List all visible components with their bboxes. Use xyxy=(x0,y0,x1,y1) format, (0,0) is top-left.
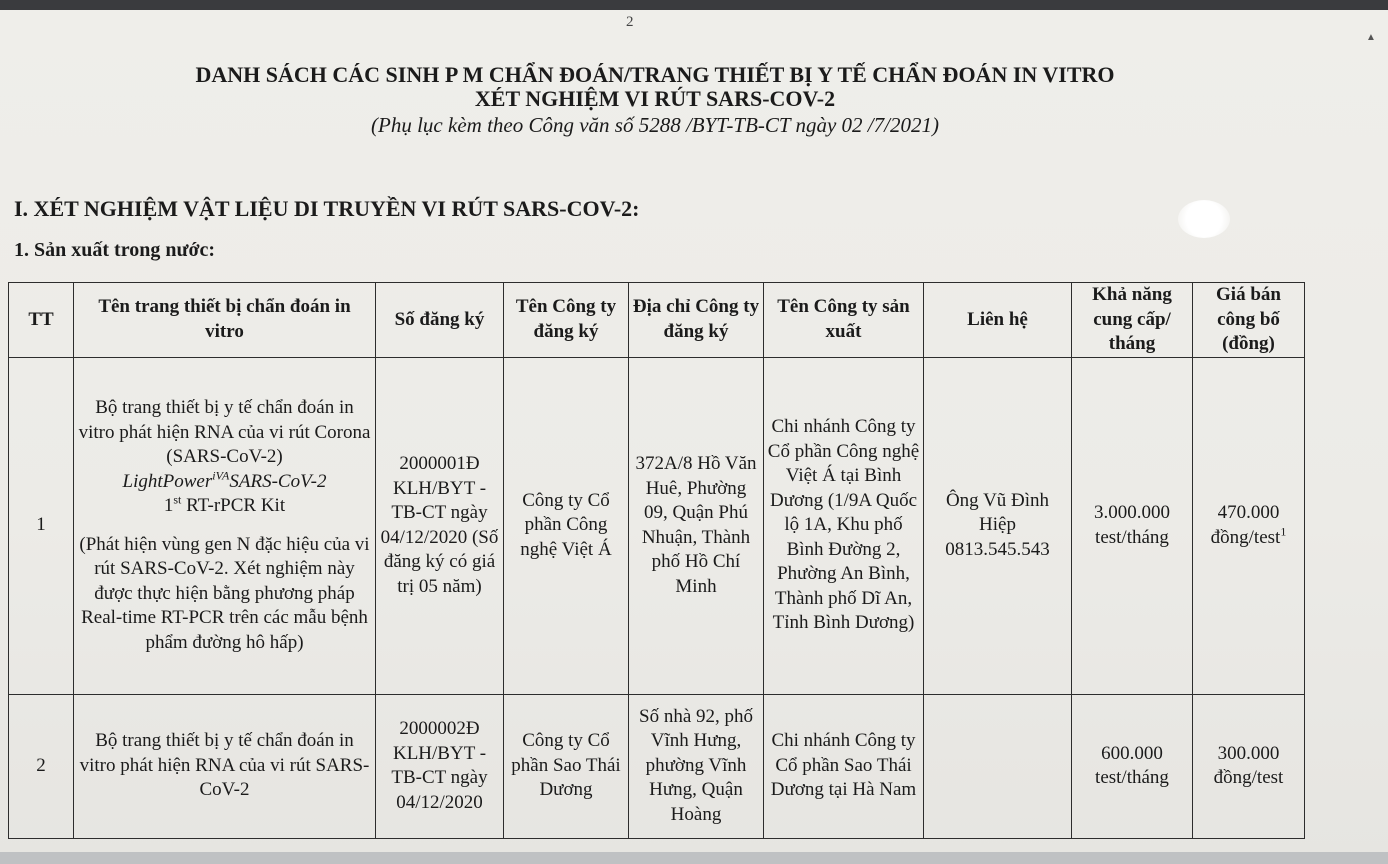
product-kit-part: 1 xyxy=(163,495,174,516)
screen-bottom-bar xyxy=(0,852,1388,864)
table-header-row xyxy=(9,283,1305,358)
header-published-price: Giá bán công bố (đồng) xyxy=(1193,283,1305,358)
product-name-part: LightPower xyxy=(122,470,213,492)
header-registration-number: Số đăng ký xyxy=(376,283,504,358)
product-kit-part: RT-rPCR Kit xyxy=(181,495,286,516)
page-number: 2 xyxy=(626,14,634,30)
subsection-heading: 1. Sản xuất trong nước: xyxy=(14,239,216,261)
header-device-name: Tên trang thiết bị chẩn đoán in vitro xyxy=(74,283,376,358)
cell-monthly-capacity: 600.000 test/tháng xyxy=(1072,694,1193,838)
cell-tt: 1 xyxy=(9,357,74,694)
product-kit-superscript: st xyxy=(173,492,182,507)
document-subtitle: (Phụ lục kèm theo Công văn số 5288 /BYT-TB-CT ngày 02 /7/2021) xyxy=(371,113,939,137)
price-footnote-mark: 1 xyxy=(1280,524,1287,539)
price-value: 470.000 đồng/test xyxy=(1210,502,1281,548)
device-note: (Phát hiện vùng gen N đặc hiệu của vi rút SARS-CoV-2. Xét nghiệm này được thực hiện bằng phương pháp Real-time RT-PCR trên các mẫu bệnh phẩm đường hô hấp) xyxy=(79,533,370,653)
cell-published-price: 300.000 đồng/test xyxy=(1193,694,1305,838)
header-monthly-capacity: Khả năng cung cấp/ tháng xyxy=(1072,283,1193,358)
cell-registration-number: 2000001Đ KLH/BYT -TB-CT ngày 04/12/2020 (Số đăng ký có giá trị 05 năm) xyxy=(376,357,504,694)
section-heading: I. XÉT NGHIỆM VẬT LIỆU DI TRUYỀN VI RÚT SARS-COV-2: xyxy=(14,196,640,221)
device-table xyxy=(8,282,1305,839)
cell-monthly-capacity: 3.000.000 test/tháng xyxy=(1072,357,1193,694)
document-page xyxy=(0,10,1388,858)
cell-company-address: 372A/8 Hồ Văn Huê, Phường 09, Quận Phú Nhuận, Thành phố Hồ Chí Minh xyxy=(629,357,764,694)
cell-published-price xyxy=(1193,357,1305,694)
product-name-part: SARS-CoV-2 xyxy=(229,470,327,492)
cell-tt: 2 xyxy=(9,694,74,838)
table-row xyxy=(9,694,1305,838)
light-glare xyxy=(1178,200,1230,238)
cell-manufacturer: Chi nhánh Công ty Cổ phần Công nghệ Việt Á tại Bình Dương (1/9A Quốc lộ 1A, Khu phố Bình Đường 2, Phường An Bình, Thành phố Dĩ An, Tỉnh Bình Dương) xyxy=(764,357,924,694)
cell-registering-company: Công ty Cổ phần Công nghệ Việt Á xyxy=(504,357,629,694)
cell-contact xyxy=(924,694,1072,838)
document-title-line2: XÉT NGHIỆM VI RÚT SARS-COV-2 xyxy=(474,86,836,111)
cell-company-address: Số nhà 92, phố Vĩnh Hưng, phường Vĩnh Hưng, Quận Hoàng xyxy=(629,694,764,838)
device-product-kit xyxy=(77,494,372,519)
scroll-up-arrow-icon[interactable]: ▲ xyxy=(1366,32,1376,43)
header-company-address: Địa chỉ Công ty đăng ký xyxy=(629,283,764,358)
document-title-line1: DANH SÁCH CÁC SINH P M CHẨN ĐOÁN/TRANG THIẾT BỊ Y TẾ CHẨN ĐOÁN IN VITRO xyxy=(195,62,1115,87)
header-contact: Liên hệ xyxy=(924,283,1072,358)
header-manufacturer: Tên Công ty sản xuất xyxy=(764,283,924,358)
cell-registration-number: 2000002Đ KLH/BYT -TB-CT ngày 04/12/2020 xyxy=(376,694,504,838)
cell-registering-company: Công ty Cổ phần Sao Thái Dương xyxy=(504,694,629,838)
cell-device-name: Bộ trang thiết bị y tế chẩn đoán in vitro phát hiện RNA của vi rút SARS-CoV-2 xyxy=(74,694,376,838)
header-tt: TT xyxy=(9,283,74,358)
cell-contact: Ông Vũ Đình Hiệp 0813.545.543 xyxy=(924,357,1072,694)
table-row xyxy=(9,357,1305,694)
header-registering-company: Tên Công ty đăng ký xyxy=(504,283,629,358)
device-product-name xyxy=(77,470,372,495)
product-name-superscript: iVA xyxy=(212,468,230,483)
cell-device-name xyxy=(74,357,376,694)
screen-top-bar xyxy=(0,0,1388,10)
cell-manufacturer: Chi nhánh Công ty Cổ phần Sao Thái Dương tại Hà Nam xyxy=(764,694,924,838)
device-description: Bộ trang thiết bị y tế chẩn đoán in vitro phát hiện RNA của vi rút Corona (SARS-CoV-2) xyxy=(78,397,371,467)
